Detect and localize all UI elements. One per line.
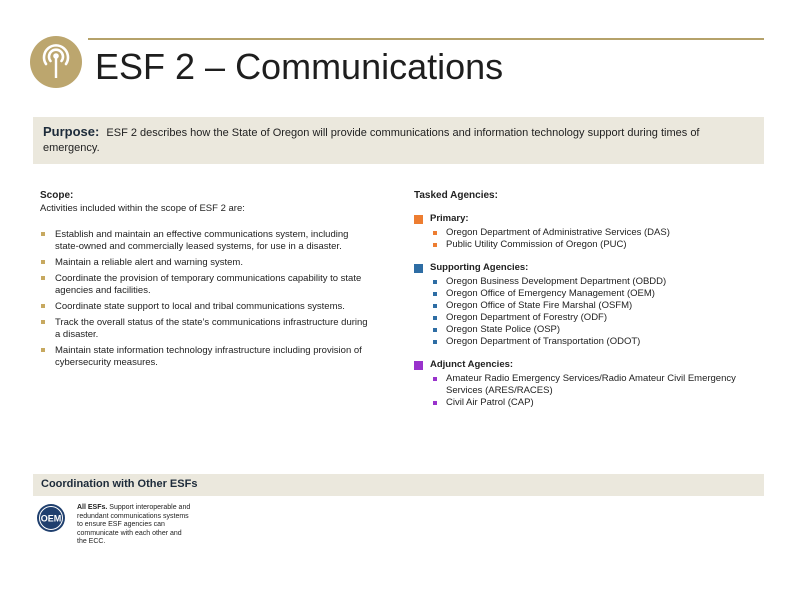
bullet-square-icon bbox=[41, 260, 45, 264]
purpose-box bbox=[33, 117, 764, 164]
list-item: Oregon Business Development Department (OBDD) bbox=[414, 276, 764, 288]
list-item: Coordinate the provision of temporary communications capability to state agencies and facilities. bbox=[40, 273, 370, 297]
tasked-agencies-heading: Tasked Agencies: bbox=[414, 190, 498, 201]
list-item: Oregon Department of Administrative Services (DAS) bbox=[414, 227, 764, 239]
adjunct-label: Adjunct Agencies: bbox=[430, 359, 514, 370]
scope-section bbox=[40, 190, 370, 373]
list-item: Public Utility Commission of Oregon (PUC) bbox=[414, 239, 764, 251]
bullet-square-icon bbox=[433, 292, 437, 296]
list-item: Oregon State Police (OSP) bbox=[414, 324, 764, 336]
bullet-square-icon bbox=[433, 340, 437, 344]
primary-square-icon bbox=[414, 215, 423, 224]
bullet-square-icon bbox=[41, 348, 45, 352]
bullet-square-icon bbox=[41, 320, 45, 324]
purpose-label: Purpose: bbox=[43, 124, 100, 139]
list-item: Oregon Department of Transportation (ODOT) bbox=[414, 336, 764, 348]
supporting-group bbox=[414, 262, 764, 348]
page-title: ESF 2 – Communications bbox=[95, 46, 504, 87]
tasked-agencies-section bbox=[414, 190, 764, 409]
bullet-square-icon bbox=[41, 232, 45, 236]
list-item: Oregon Department of Forestry (ODF) bbox=[414, 312, 764, 324]
bullet-square-icon bbox=[433, 328, 437, 332]
list-item: Maintain a reliable alert and warning system. bbox=[40, 257, 370, 269]
bullet-square-icon bbox=[433, 316, 437, 320]
list-item: Maintain state information technology infrastructure including provision of cybersecurity measures. bbox=[40, 345, 370, 369]
list-item: Coordinate state support to local and tribal communications systems. bbox=[40, 301, 370, 313]
scope-intro: Activities included within the scope of ESF 2 are: bbox=[40, 203, 245, 214]
bullet-square-icon bbox=[41, 304, 45, 308]
list-item: Oregon Office of Emergency Management (OEM) bbox=[414, 288, 764, 300]
bullet-square-icon bbox=[433, 280, 437, 284]
scope-list bbox=[40, 229, 370, 369]
oem-logo bbox=[36, 503, 66, 533]
list-item: Track the overall status of the state’s communications infrastructure during a disaster. bbox=[40, 317, 370, 341]
bullet-square-icon bbox=[433, 401, 437, 405]
bullet-square-icon bbox=[433, 231, 437, 235]
all-esfs-note bbox=[77, 504, 192, 547]
bullet-square-icon bbox=[433, 304, 437, 308]
header-rule bbox=[88, 38, 764, 40]
supporting-label: Supporting Agencies: bbox=[430, 262, 529, 273]
purpose-text: ESF 2 describes how the State of Oregon will provide communications and information technology support during times of emergency. bbox=[43, 127, 700, 154]
primary-group bbox=[414, 213, 764, 251]
note-text: Support interoperable and redundant communications systems to ensure ESF agencies can communicate with each other and the ECC. bbox=[77, 504, 191, 546]
list-item: Civil Air Patrol (CAP) bbox=[414, 397, 764, 409]
radio-tower-icon bbox=[30, 36, 82, 88]
adjunct-group bbox=[414, 359, 764, 409]
adjunct-square-icon bbox=[414, 361, 423, 370]
supporting-square-icon bbox=[414, 264, 423, 273]
bullet-square-icon bbox=[41, 276, 45, 280]
list-item: Oregon Office of State Fire Marshal (OSFM) bbox=[414, 300, 764, 312]
list-item: Establish and maintain an effective communications system, including state-owned and commercially leased systems, for use in a disaster. bbox=[40, 229, 370, 253]
svg-text:OEM: OEM bbox=[40, 513, 62, 524]
scope-heading: Scope: bbox=[40, 190, 74, 201]
bullet-square-icon bbox=[433, 377, 437, 381]
primary-label: Primary: bbox=[430, 213, 469, 224]
list-item: Amateur Radio Emergency Services/Radio Amateur Civil Emergency Services (ARES/RACES) bbox=[414, 373, 764, 397]
coordination-heading: Coordination with Other ESFs bbox=[33, 474, 764, 496]
bullet-square-icon bbox=[433, 243, 437, 247]
note-bold-label: All ESFs. bbox=[77, 504, 108, 511]
